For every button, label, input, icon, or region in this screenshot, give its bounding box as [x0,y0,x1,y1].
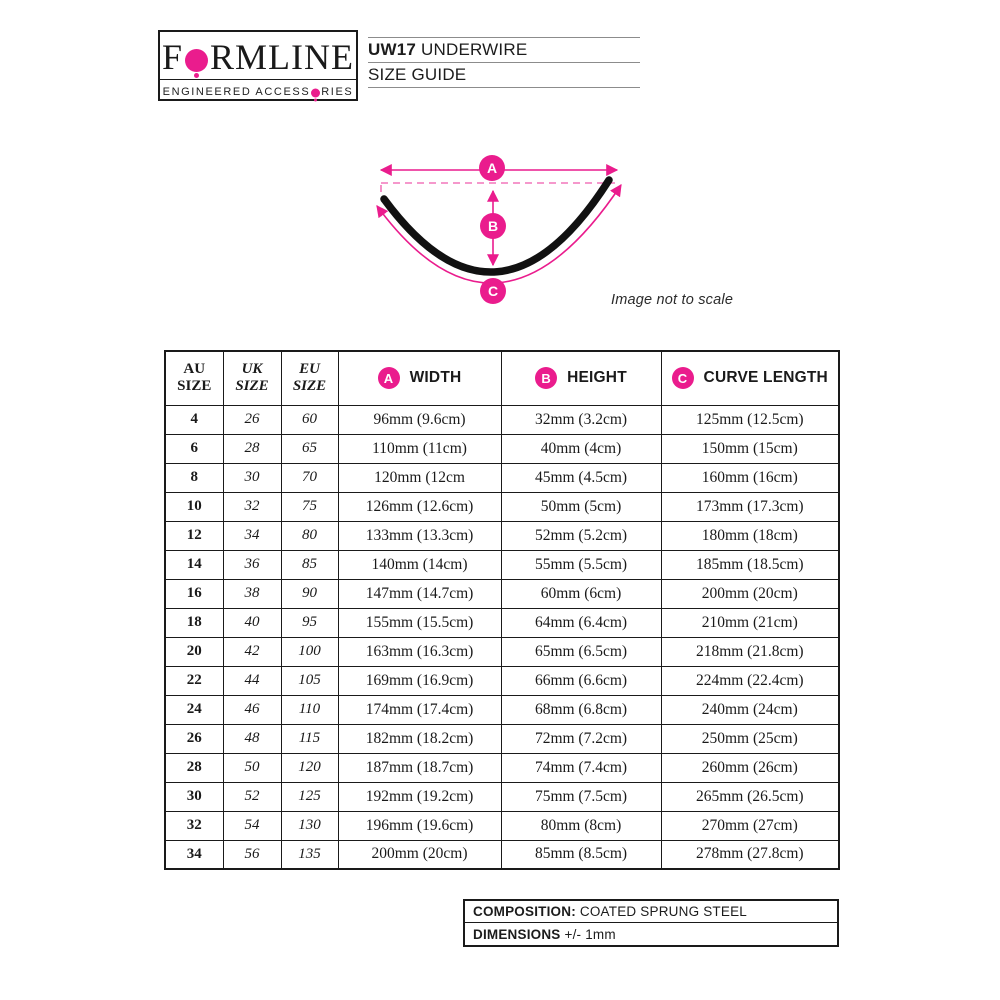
cell-curve: 150mm (15cm) [661,434,839,463]
size-table-body [165,405,839,869]
cell-eu: 100 [281,637,338,666]
cell-au: 34 [165,840,223,869]
dot-o-icon [311,88,320,101]
cell-curve: 210mm (21cm) [661,608,839,637]
cell-width: 155mm (15.5cm) [338,608,501,637]
header-au-size: AU SIZE [165,351,223,405]
cell-height: 45mm (4.5cm) [501,463,661,492]
header-eu-size: EU SIZE [281,351,338,405]
height-badge-icon: B [535,367,557,389]
cell-curve: 180mm (18cm) [661,521,839,550]
cell-au: 28 [165,753,223,782]
title-block [368,37,640,88]
cell-curve: 173mm (17.3cm) [661,492,839,521]
width-badge-icon: A [378,367,400,389]
balloon-knot [194,73,199,78]
cell-uk: 36 [223,550,281,579]
cell-uk: 54 [223,811,281,840]
cell-width: 187mm (18.7cm) [338,753,501,782]
width-badge-letter: A [486,160,498,176]
cell-au: 8 [165,463,223,492]
cell-au: 18 [165,608,223,637]
header-width-label: WIDTH [409,369,462,387]
header-height-label: HEIGHT [567,369,627,387]
table-row [165,753,839,782]
spec-box [463,899,839,947]
cell-au: 4 [165,405,223,434]
cell-uk: 34 [223,521,281,550]
cell-width: 96mm (9.6cm) [338,405,501,434]
cell-width: 126mm (12.6cm) [338,492,501,521]
composition-row [465,901,837,923]
cell-eu: 75 [281,492,338,521]
cell-au: 12 [165,521,223,550]
cell-eu: 60 [281,405,338,434]
cell-height: 72mm (7.2cm) [501,724,661,753]
composition-label: COMPOSITION: [473,904,576,919]
header-curve-length [661,351,839,405]
cell-height: 52mm (5.2cm) [501,521,661,550]
cell-height: 64mm (6.4cm) [501,608,661,637]
height-badge-letter: B [487,218,499,234]
cell-curve: 125mm (12.5cm) [661,405,839,434]
brand-name [160,32,356,75]
cell-height: 60mm (6cm) [501,579,661,608]
cell-au: 20 [165,637,223,666]
table-row [165,434,839,463]
cell-au: 32 [165,811,223,840]
table-row [165,637,839,666]
cell-uk: 50 [223,753,281,782]
product-name: UNDERWIRE [421,40,528,59]
cell-uk: 48 [223,724,281,753]
curve-badge-icon: C [672,367,694,389]
cell-au: 30 [165,782,223,811]
product-title [368,38,640,62]
dimensions-row [465,923,837,945]
cell-uk: 28 [223,434,281,463]
composition-value: COATED SPRUNG STEEL [579,904,747,919]
cell-width: 147mm (14.7cm) [338,579,501,608]
cell-curve: 278mm (27.8cm) [661,840,839,869]
underwire-diagram [368,142,630,314]
cell-width: 110mm (11cm) [338,434,501,463]
cell-curve: 200mm (20cm) [661,579,839,608]
cell-width: 133mm (13.3cm) [338,521,501,550]
cell-uk: 44 [223,666,281,695]
cell-height: 66mm (6.6cm) [501,666,661,695]
cell-au: 6 [165,434,223,463]
cell-height: 75mm (7.5cm) [501,782,661,811]
cell-eu: 115 [281,724,338,753]
table-row [165,666,839,695]
cell-eu: 85 [281,550,338,579]
cell-curve: 260mm (26cm) [661,753,839,782]
cell-eu: 95 [281,608,338,637]
cell-height: 40mm (4cm) [501,434,661,463]
logo-divider [160,79,356,80]
cell-uk: 38 [223,579,281,608]
cell-width: 120mm (12cm [338,463,501,492]
table-row [165,579,839,608]
scale-note: Image not to scale [611,292,734,308]
cell-uk: 56 [223,840,281,869]
cell-eu: 65 [281,434,338,463]
cell-width: 174mm (17.4cm) [338,695,501,724]
cell-curve: 160mm (16cm) [661,463,839,492]
cell-eu: 120 [281,753,338,782]
height-badge [480,213,506,239]
cell-width: 196mm (19.6cm) [338,811,501,840]
cell-eu: 110 [281,695,338,724]
width-badge [479,155,505,181]
title-rule-bottom [368,87,640,88]
table-row [165,550,839,579]
table-row [165,405,839,434]
brand-tagline [160,83,356,101]
table-header-row [165,351,839,405]
cell-curve: 240mm (24cm) [661,695,839,724]
curve-length-badge-letter: C [487,283,499,299]
cell-width: 200mm (20cm) [338,840,501,869]
cell-eu: 130 [281,811,338,840]
table-row [165,811,839,840]
dot-circle [311,88,320,97]
table-row [165,492,839,521]
table-row [165,521,839,550]
cell-uk: 40 [223,608,281,637]
cell-curve: 265mm (26.5cm) [661,782,839,811]
brand-name-pre: F [161,37,184,77]
cell-curve: 270mm (27cm) [661,811,839,840]
cell-curve: 250mm (25cm) [661,724,839,753]
cell-au: 22 [165,666,223,695]
cell-au: 26 [165,724,223,753]
dot-knot [314,98,317,101]
dimensions-label: DIMENSIONS [473,926,561,942]
cell-au: 24 [165,695,223,724]
cell-width: 169mm (16.9cm) [338,666,501,695]
header-uk-size: UK SIZE [223,351,281,405]
size-table [164,350,840,870]
cell-eu: 135 [281,840,338,869]
header-width [338,351,501,405]
cell-eu: 105 [281,666,338,695]
table-row [165,840,839,869]
header-curve-label: CURVE LENGTH [703,369,828,387]
cell-height: 85mm (8.5cm) [501,840,661,869]
cell-au: 16 [165,579,223,608]
product-code: UW17 [368,40,417,59]
cell-uk: 32 [223,492,281,521]
cell-height: 80mm (8cm) [501,811,661,840]
cell-uk: 46 [223,695,281,724]
page-subtitle: SIZE GUIDE [368,65,467,84]
cell-height: 74mm (7.4cm) [501,753,661,782]
cell-width: 192mm (19.2cm) [338,782,501,811]
cell-au: 14 [165,550,223,579]
table-row [165,782,839,811]
curve-length-badge [480,278,506,304]
cell-uk: 42 [223,637,281,666]
tagline-pre: ENGINEERED ACCESS [162,86,311,98]
cell-height: 65mm (6.5cm) [501,637,661,666]
brand-logo [158,30,358,101]
cell-uk: 26 [223,405,281,434]
cell-eu: 80 [281,521,338,550]
cell-eu: 90 [281,579,338,608]
cell-curve: 185mm (18.5cm) [661,550,839,579]
balloon-circle [185,49,208,72]
balloon-o-icon [185,49,208,78]
cell-eu: 70 [281,463,338,492]
table-row [165,695,839,724]
table-row [165,608,839,637]
cell-height: 55mm (5.5cm) [501,550,661,579]
table-row [165,724,839,753]
cell-curve: 224mm (22.4cm) [661,666,839,695]
cell-height: 68mm (6.8cm) [501,695,661,724]
cell-uk: 30 [223,463,281,492]
table-row [165,463,839,492]
cell-width: 163mm (16.3cm) [338,637,501,666]
cell-eu: 125 [281,782,338,811]
cell-height: 32mm (3.2cm) [501,405,661,434]
cell-width: 140mm (14cm) [338,550,501,579]
cell-width: 182mm (18.2cm) [338,724,501,753]
tagline-post: RIES [321,86,354,98]
dimensions-value: +/- 1mm [564,926,616,942]
cell-uk: 52 [223,782,281,811]
cell-au: 10 [165,492,223,521]
cell-height: 50mm (5cm) [501,492,661,521]
header-height [501,351,661,405]
cell-curve: 218mm (21.8cm) [661,637,839,666]
brand-name-post: RMLINE [210,37,355,77]
